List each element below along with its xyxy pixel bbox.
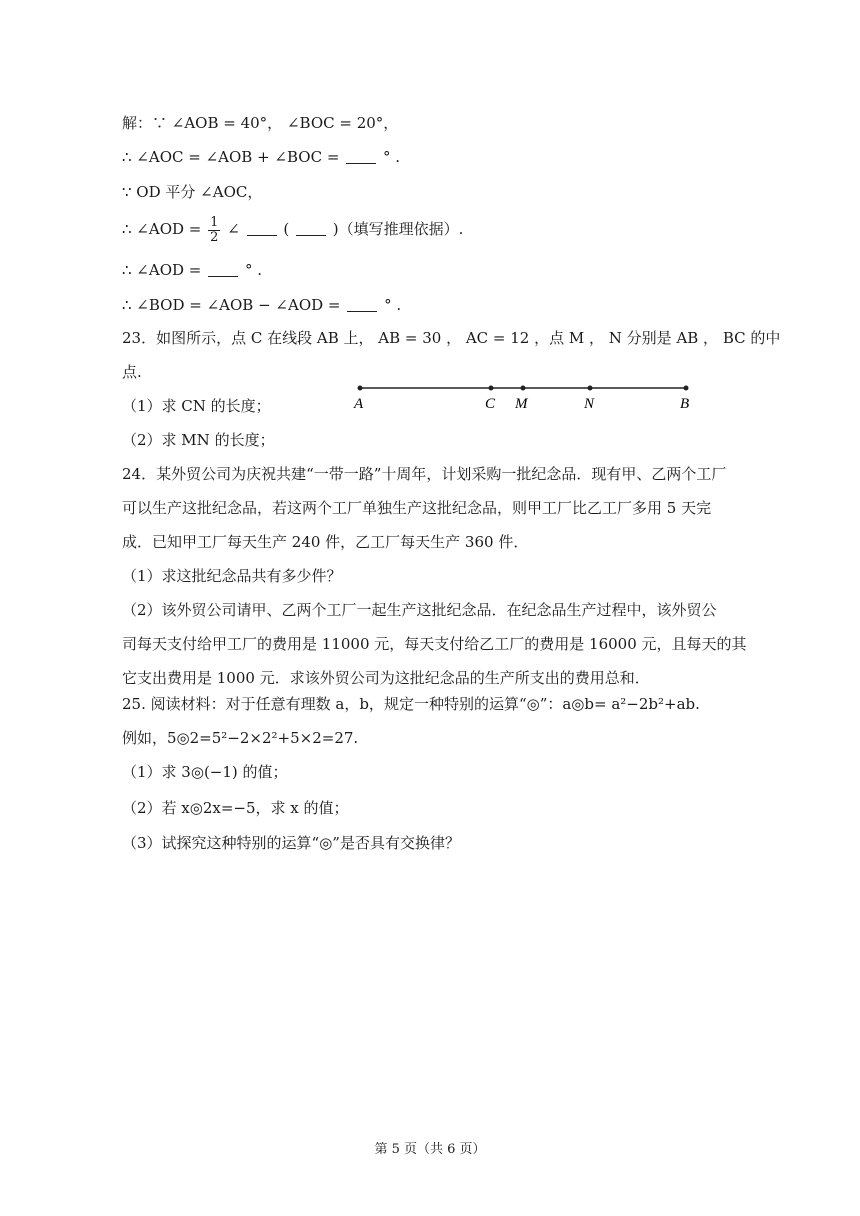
question-25-part-2: （2）若 x◎2x=−5，求 x 的值； [122,799,349,817]
question-25-part-1: （1）求 3◎(−1) 的值； [122,763,288,781]
point-c-label: C [485,396,496,412]
question-25-line-2: 例如，5◎2=5²−2×2²+5×2=27. [122,729,359,747]
point-b-label: B [680,396,690,412]
question-24-part-2-line-2: 司每天支付给甲工厂的费用是 11000 元，每天支付给乙工厂的费用是 16000 元，且每天的其 [122,635,747,653]
answer-blank[interactable] [247,221,277,236]
point-a-label: A [354,396,364,412]
fraction-one-half [208,216,220,245]
fraction-denominator: 2 [210,229,219,245]
point-m-label: M [515,396,528,412]
question-24-line-2: 可以生产这批纪念品，若这两个工厂单独生产这批纪念品，则甲工厂比乙工厂多用 5 天完 [122,499,712,517]
reason-blank[interactable] [296,221,326,236]
answer-blank[interactable] [346,149,376,164]
question-24-line-3: 成．已知甲工厂每天生产 240 件，乙工厂每天生产 360 件． [122,533,529,551]
question-25-part-3: （3）试探究这种特别的运算“◎”是否具有交换律？ [122,834,460,852]
paren-open: ( [283,220,290,238]
question-23-line-2: 点. [122,363,142,381]
fraction-numerator: 1 [210,214,219,230]
line-segment-figure [350,378,700,418]
solution-line-4 [122,214,463,245]
point-c-dot [489,386,494,391]
line5-unit: ° . [244,261,262,279]
angle-symbol: ∠ [227,220,240,238]
question-25-line-1: 25. 阅读材料：对于任意有理数 a，b，规定一种特别的运算“◎”：a◎b= a²−2b²+ab. [122,695,700,713]
solution-line-5 [122,260,262,280]
solution-line-1: 解：∵ ∠AOB = 40°， ∠BOC = 20°， [122,114,399,132]
line4-text: ∴ ∠AOD = [122,220,202,238]
question-23-part-2: （2）求 MN 的长度； [122,431,275,449]
solution-line-2 [122,147,400,167]
question-24-line-1: 24．某外贸公司为庆祝共建“一带一路”十周年，计划采购一批纪念品．现有甲、乙两个工厂 [122,465,727,483]
line6-text: ∴ ∠BOD = ∠AOB − ∠AOD = [122,296,341,314]
line5-text: ∴ ∠AOD = [122,261,202,279]
point-m-dot [521,386,526,391]
line2-unit: ° . [382,148,401,166]
point-n-label: N [584,396,595,412]
line4-note: )（填写推理依据）. [332,220,464,238]
answer-blank[interactable] [347,297,377,312]
question-23-part-1: （1）求 CN 的长度； [122,397,271,415]
question-24-part-2-line-3: 它支出费用是 1000 元．求该外贸公司为这批纪念品的生产所支出的费用总和． [122,669,650,687]
answer-blank[interactable] [208,262,238,277]
question-23-line-1: 23．如图所示，点 C 在线段 AB 上， AB = 30 ， AC = 12 ，点 M ， N 分别是 AB ， BC 的中 [122,329,781,347]
point-a-dot [358,386,363,391]
question-24-part-2-line-1: （2）该外贸公司请甲、乙两个工厂一起生产这批纪念品．在纪念品生产过程中，该外贸公 [122,601,717,619]
point-b-dot [684,386,689,391]
solution-line-6 [122,295,401,315]
solution-line-3: ∵ OD 平分 ∠AOC， [122,183,263,201]
point-n-dot [588,386,593,391]
question-24-part-1: （1）求这批纪念品共有多少件？ [122,567,342,585]
page-footer: 第 5 页（共 6 页） [374,1142,486,1157]
line6-unit: ° . [384,296,402,314]
line2-text: ∴ ∠AOC = ∠AOB + ∠BOC = [122,148,340,166]
